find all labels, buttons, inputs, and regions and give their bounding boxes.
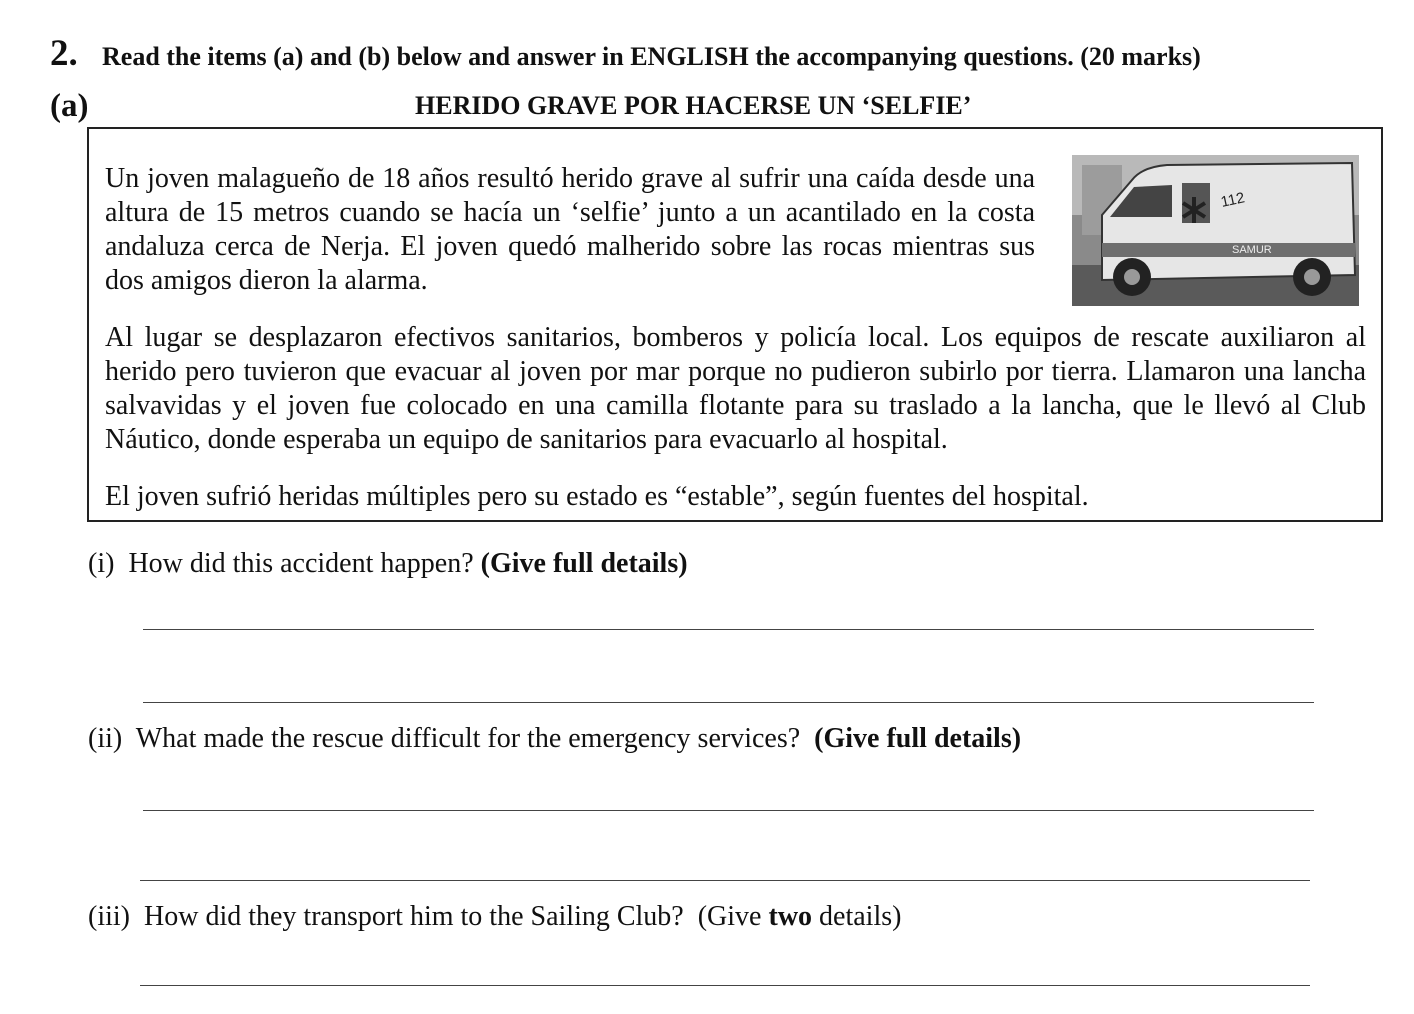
article-paragraph-3: El joven sufrió heridas múltiples pero su estado es “estable”, según fuentes del hospital. — [105, 481, 1089, 512]
answer-line[interactable] — [143, 810, 1314, 811]
article-paragraph-1: Un joven malagueño de 18 años resultó herido grave al sufrir una caída desde una altura de 15 metros cuando se hacía un ‘selfie’ junto a un acantilado en la costa andaluza cerca de Nerja. El joven quedó malherido sobre las rocas mientras sus dos amigos dieron la alarma. — [105, 163, 1035, 296]
question-text: What made the rescue difficult for the emergency services? — [135, 723, 801, 754]
question-instruction: Read the items (a) and (b) below and answer in ENGLISH the accompanying questions. (20 marks) — [102, 42, 1201, 71]
answer-line[interactable] — [143, 702, 1314, 703]
photo-side-text: SAMUR — [1232, 244, 1272, 256]
question-ii — [88, 722, 1021, 756]
article-paragraph-2: Al lugar se desplazaron efectivos sanitarios, bomberos y policía local. Los equipos de rescate auxiliaron al herido pero tuvieron que evacuar al joven por mar porque no pudieron subirlo por tierra. Llamaron una lancha salvavidas y el joven fue colocado en una camilla flotante para su traslado a la lancha, que le llevó al Club Náutico, donde esperaba un equipo de sanitarios para evacuarlo al hospital. — [105, 322, 1366, 455]
question-iii — [88, 900, 901, 934]
question-text: How did this accident happen? — [128, 548, 474, 579]
question-label: (ii) — [88, 723, 123, 754]
question-note-bold: two — [768, 901, 813, 932]
question-text: How did they transport him to the Sailing Club? — [144, 901, 684, 932]
ambulance-photo — [1072, 155, 1359, 306]
answer-line[interactable] — [140, 985, 1310, 986]
question-label: (iii) — [88, 901, 130, 932]
answer-line[interactable] — [143, 629, 1314, 630]
question-label: (i) — [88, 548, 115, 579]
question-number: 2. — [50, 33, 78, 74]
question-note-prefix: (Give — [697, 901, 769, 932]
answer-line[interactable] — [140, 880, 1310, 881]
question-note-suffix: details) — [812, 901, 902, 932]
item-label: (a) — [50, 88, 89, 124]
question-note: (Give full details) — [814, 723, 1022, 754]
question-i — [88, 547, 688, 581]
photo-number-text: 112 — [1219, 189, 1247, 211]
question-note: (Give full details) — [480, 548, 688, 579]
article-headline: HERIDO GRAVE POR HACERSE UN ‘SELFIE’ — [415, 91, 972, 120]
